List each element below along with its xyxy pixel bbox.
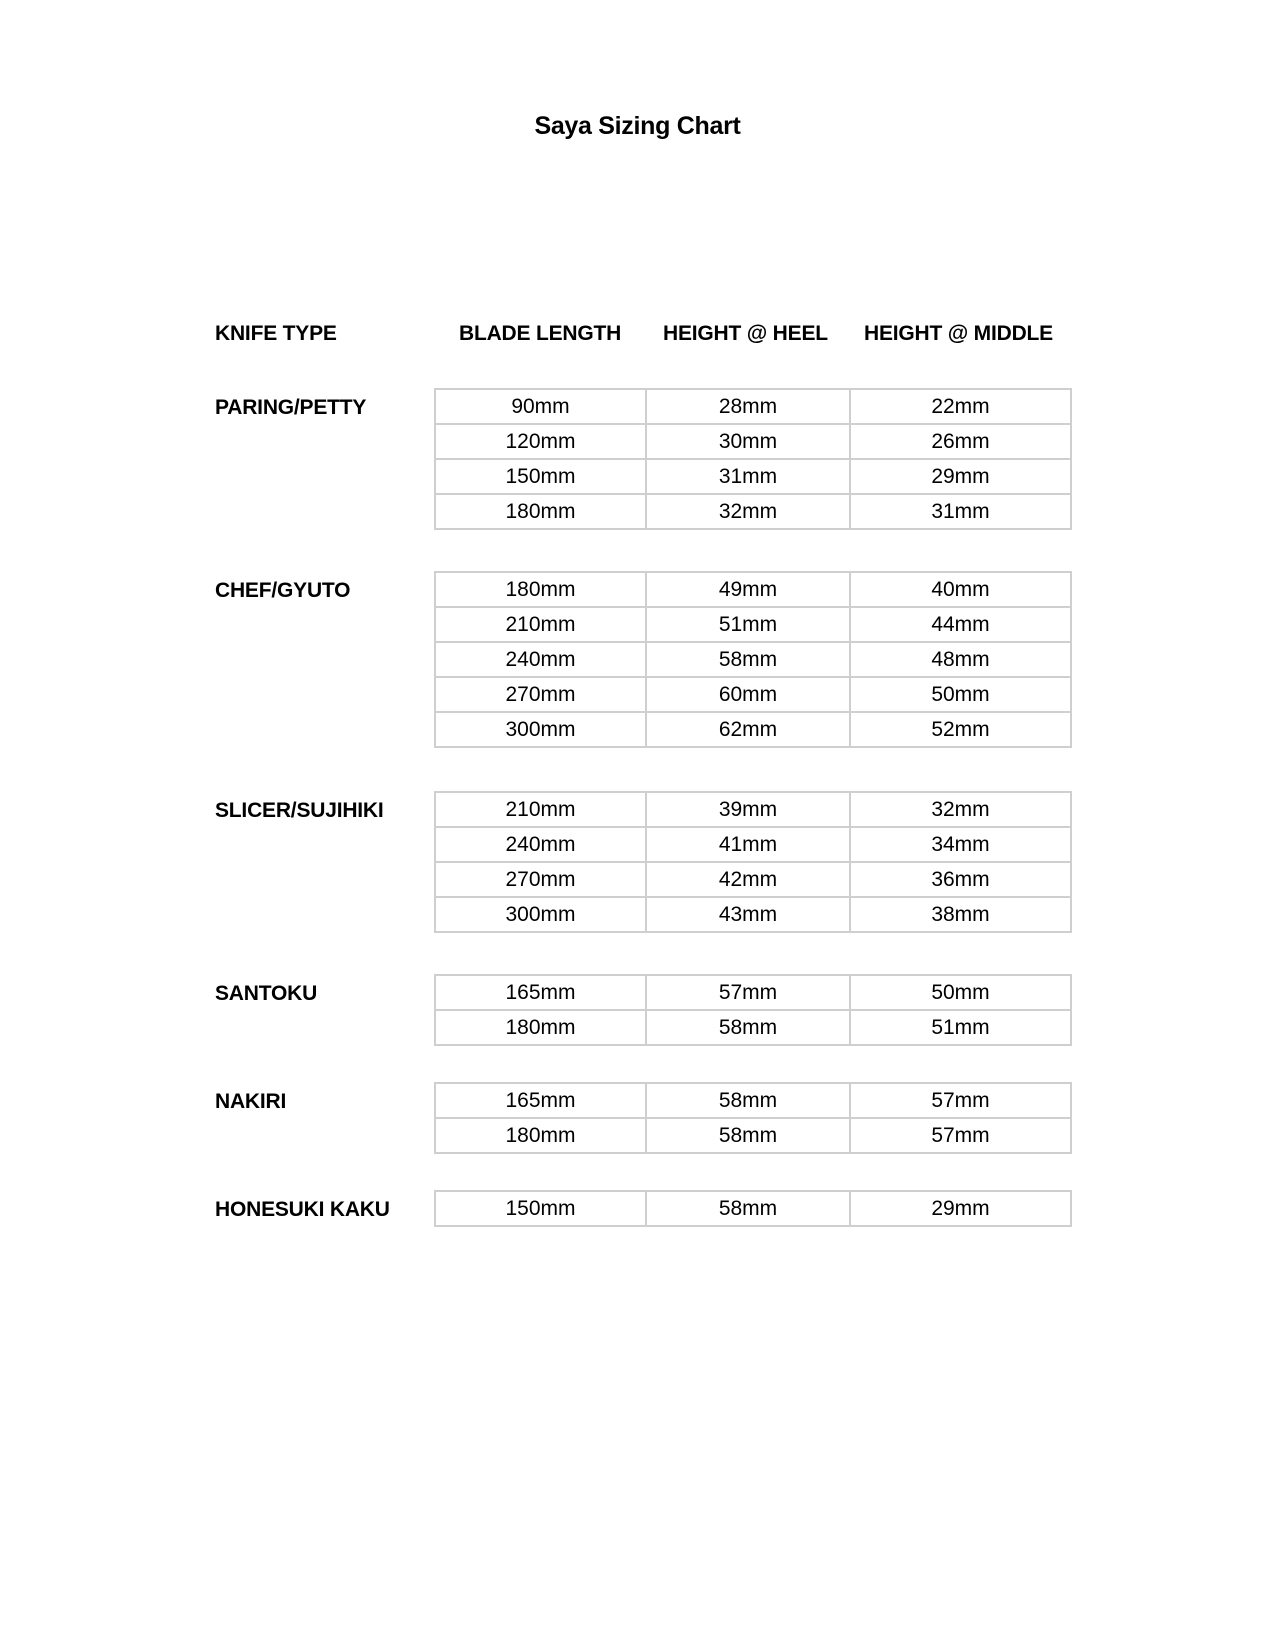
height-middle-cell: 22mm <box>850 389 1071 424</box>
height-middle-cell: 48mm <box>850 642 1071 677</box>
height-middle-cell: 50mm <box>850 677 1071 712</box>
table-row <box>435 827 1071 862</box>
blade-length-cell: 300mm <box>435 897 646 932</box>
height-heel-cell: 42mm <box>646 862 850 897</box>
blade-length-cell: 210mm <box>435 607 646 642</box>
height-middle-cell: 52mm <box>850 712 1071 747</box>
height-middle-cell: 36mm <box>850 862 1071 897</box>
table-row <box>435 975 1071 1010</box>
blade-length-cell: 270mm <box>435 677 646 712</box>
height-heel-cell: 39mm <box>646 792 850 827</box>
blade-length-cell: 180mm <box>435 1118 646 1153</box>
height-heel-cell: 30mm <box>646 424 850 459</box>
blade-length-cell: 180mm <box>435 1010 646 1045</box>
table-row <box>435 607 1071 642</box>
header-knife-type: KNIFE TYPE <box>215 322 337 345</box>
height-middle-cell: 32mm <box>850 792 1071 827</box>
table-row <box>435 389 1071 424</box>
height-middle-cell: 29mm <box>850 1191 1071 1226</box>
height-middle-cell: 50mm <box>850 975 1071 1010</box>
table-row <box>435 862 1071 897</box>
height-heel-cell: 58mm <box>646 642 850 677</box>
knife-type-label: NAKIRI <box>215 1090 287 1113</box>
height-middle-cell: 31mm <box>850 494 1071 529</box>
blade-length-cell: 210mm <box>435 792 646 827</box>
table-row <box>435 459 1071 494</box>
blade-length-cell: 150mm <box>435 459 646 494</box>
table-row <box>435 1083 1071 1118</box>
height-heel-cell: 60mm <box>646 677 850 712</box>
header-height-heel: HEIGHT @ HEEL <box>663 322 828 345</box>
blade-length-cell: 270mm <box>435 862 646 897</box>
blade-length-cell: 240mm <box>435 642 646 677</box>
size-table <box>434 1190 1072 1227</box>
knife-type-label: SANTOKU <box>215 982 318 1005</box>
size-table <box>434 571 1072 748</box>
height-heel-cell: 62mm <box>646 712 850 747</box>
header-blade-length: BLADE LENGTH <box>459 322 622 345</box>
blade-length-cell: 90mm <box>435 389 646 424</box>
header-height-middle: HEIGHT @ MIDDLE <box>864 322 1053 345</box>
height-heel-cell: 49mm <box>646 572 850 607</box>
page-title: Saya Sizing Chart <box>534 112 741 140</box>
blade-length-cell: 180mm <box>435 572 646 607</box>
height-heel-cell: 57mm <box>646 975 850 1010</box>
table-row <box>435 712 1071 747</box>
height-middle-cell: 57mm <box>850 1083 1071 1118</box>
knife-type-label: PARING/PETTY <box>215 396 367 419</box>
table-row <box>435 897 1071 932</box>
height-middle-cell: 40mm <box>850 572 1071 607</box>
table-row <box>435 494 1071 529</box>
blade-length-cell: 180mm <box>435 494 646 529</box>
blade-length-cell: 165mm <box>435 1083 646 1118</box>
height-heel-cell: 51mm <box>646 607 850 642</box>
table-row <box>435 572 1071 607</box>
table-row <box>435 424 1071 459</box>
height-middle-cell: 26mm <box>850 424 1071 459</box>
table-row <box>435 1191 1071 1226</box>
height-heel-cell: 28mm <box>646 389 850 424</box>
blade-length-cell: 165mm <box>435 975 646 1010</box>
blade-length-cell: 300mm <box>435 712 646 747</box>
blade-length-cell: 150mm <box>435 1191 646 1226</box>
table-row <box>435 677 1071 712</box>
size-table <box>434 974 1072 1046</box>
height-middle-cell: 34mm <box>850 827 1071 862</box>
height-heel-cell: 58mm <box>646 1118 850 1153</box>
knife-type-label: CHEF/GYUTO <box>215 579 351 602</box>
height-middle-cell: 57mm <box>850 1118 1071 1153</box>
height-heel-cell: 31mm <box>646 459 850 494</box>
height-middle-cell: 51mm <box>850 1010 1071 1045</box>
knife-type-label: SLICER/SUJIHIKI <box>215 799 384 822</box>
size-table <box>434 388 1072 530</box>
table-row <box>435 1118 1071 1153</box>
size-table <box>434 1082 1072 1154</box>
height-middle-cell: 44mm <box>850 607 1071 642</box>
height-heel-cell: 41mm <box>646 827 850 862</box>
height-heel-cell: 58mm <box>646 1191 850 1226</box>
height-heel-cell: 32mm <box>646 494 850 529</box>
height-middle-cell: 29mm <box>850 459 1071 494</box>
table-row <box>435 642 1071 677</box>
size-table <box>434 791 1072 933</box>
blade-length-cell: 120mm <box>435 424 646 459</box>
height-heel-cell: 58mm <box>646 1010 850 1045</box>
height-heel-cell: 43mm <box>646 897 850 932</box>
height-heel-cell: 58mm <box>646 1083 850 1118</box>
table-row <box>435 1010 1071 1045</box>
table-row <box>435 792 1071 827</box>
knife-type-label: HONESUKI KAKU <box>215 1198 390 1221</box>
height-middle-cell: 38mm <box>850 897 1071 932</box>
blade-length-cell: 240mm <box>435 827 646 862</box>
